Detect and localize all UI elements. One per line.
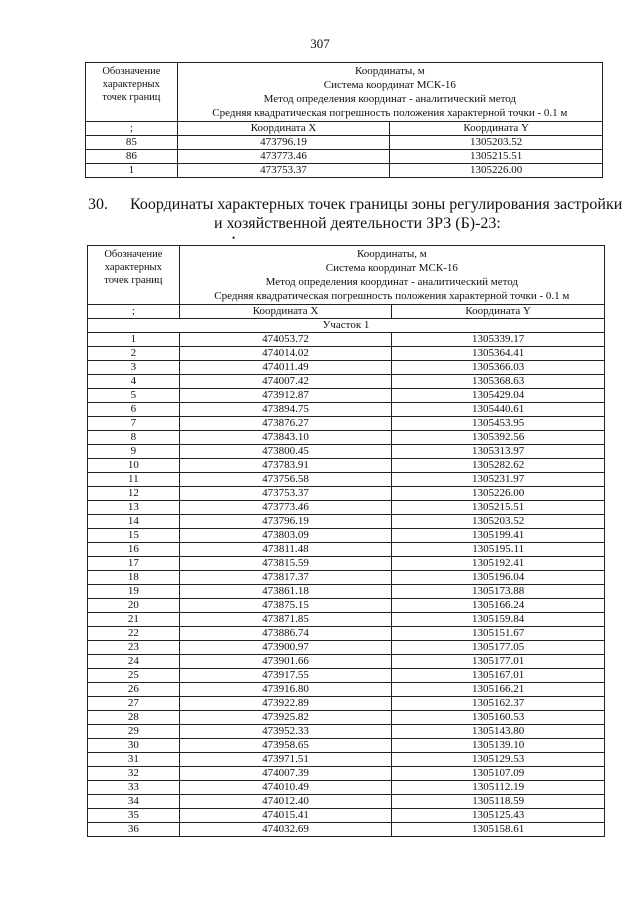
coord-x: 473796.19 [177, 136, 390, 150]
coord-x: 473861.18 [179, 585, 392, 599]
coord-y: 1305166.21 [392, 683, 605, 697]
coord-y: 1305440.61 [392, 403, 605, 417]
coord-x: 473875.15 [179, 599, 392, 613]
point-number: 2 [88, 347, 180, 361]
coord-x: 474007.42 [179, 375, 392, 389]
col-y-header: Координата Y [390, 122, 603, 136]
point-number: 6 [88, 403, 180, 417]
coord-y: 1305129.53 [392, 753, 605, 767]
coord-y: 1305282.62 [392, 459, 605, 473]
label-line: точек границ [102, 92, 161, 103]
coord-y: 1305313.97 [392, 445, 605, 459]
info-line: Система координат МСК-16 [323, 79, 456, 91]
coord-x: 473753.37 [177, 164, 390, 178]
coord-x: 474053.72 [179, 333, 392, 347]
table-row [88, 571, 605, 585]
coord-y: 1305215.51 [392, 501, 605, 515]
coord-x: 473796.19 [179, 515, 392, 529]
coord-x: 473958.65 [179, 739, 392, 753]
coord-y: 1305159.84 [392, 613, 605, 627]
point-number: 20 [88, 599, 180, 613]
point-number: 13 [88, 501, 180, 515]
coord-y: 1305158.61 [392, 823, 605, 837]
coord-y: 1305151.67 [392, 627, 605, 641]
point-number: 4 [88, 375, 180, 389]
point-number: 3 [88, 361, 180, 375]
info-line: Координаты, м [356, 248, 427, 260]
table-row [88, 361, 605, 375]
coord-y: 1305196.04 [392, 571, 605, 585]
section-title-line1: Координаты характерных точек границы зоны регулирования застройки [130, 196, 623, 213]
table-row [88, 417, 605, 431]
coord-x: 473894.75 [179, 403, 392, 417]
label-line: Обозначение [104, 249, 163, 260]
coord-x: 474014.02 [179, 347, 392, 361]
coord-x: 473753.37 [179, 487, 392, 501]
coord-x: 473901.66 [179, 655, 392, 669]
table-row [88, 627, 605, 641]
table-row [88, 809, 605, 823]
coord-y: 1305429.04 [392, 389, 605, 403]
table-row [88, 823, 605, 837]
point-number: 33 [88, 781, 180, 795]
coord-y: 1305231.97 [392, 473, 605, 487]
coord-x: 473922.89 [179, 697, 392, 711]
point-number: 29 [88, 725, 180, 739]
coord-x: 473815.59 [179, 557, 392, 571]
coord-x: 473886.74 [179, 627, 392, 641]
label-line: точек границ [104, 275, 163, 286]
coord-x: 473971.51 [179, 753, 392, 767]
col-x-header: Координата X [179, 305, 392, 319]
coord-y: 1305203.52 [392, 515, 605, 529]
table-row [88, 781, 605, 795]
point-number: 31 [88, 753, 180, 767]
point-number: 21 [88, 613, 180, 627]
coord-x: 473843.10 [179, 431, 392, 445]
table-row [88, 389, 605, 403]
coord-y: 1305118.59 [392, 795, 605, 809]
coord-x: 473773.46 [179, 501, 392, 515]
coord-x: 473756.58 [179, 473, 392, 487]
table-row [88, 403, 605, 417]
table-header-row [88, 246, 605, 305]
coord-y: 1305226.00 [392, 487, 605, 501]
table-row [88, 459, 605, 473]
table-row [88, 711, 605, 725]
coord-y: 1305162.37 [392, 697, 605, 711]
point-number: 23 [88, 641, 180, 655]
col-x-header: Координата X [177, 122, 390, 136]
table-row [88, 795, 605, 809]
section-number: 30. [88, 196, 108, 213]
point-number: 36 [88, 823, 180, 837]
table-row [88, 669, 605, 683]
point-number: 25 [88, 669, 180, 683]
area-row [88, 319, 605, 333]
point-number: 1 [86, 164, 178, 178]
coord-x: 474012.40 [179, 795, 392, 809]
table-row [88, 347, 605, 361]
label-line: характерных [104, 262, 162, 273]
table-row [88, 445, 605, 459]
point-number: 35 [88, 809, 180, 823]
col-point-header: ; [88, 305, 180, 319]
coord-x: 474007.39 [179, 767, 392, 781]
point-number: 27 [88, 697, 180, 711]
info-line: Средняя квадратическая погрешность положения характерной точки - 0.1 м [212, 107, 568, 119]
coord-y: 1305160.53 [392, 711, 605, 725]
table-row [88, 739, 605, 753]
point-number: 85 [86, 136, 178, 150]
coord-x: 473952.33 [179, 725, 392, 739]
table-row [88, 515, 605, 529]
coordinates-table-main [87, 245, 605, 837]
coord-x: 473800.45 [179, 445, 392, 459]
coord-x: 473900.97 [179, 641, 392, 655]
coord-y: 1305215.51 [390, 150, 603, 164]
point-number: 24 [88, 655, 180, 669]
point-number: 30 [88, 739, 180, 753]
col-point-header: ; [86, 122, 178, 136]
label-line: характерных [102, 79, 160, 90]
coord-y: 1305339.17 [392, 333, 605, 347]
table-row [88, 753, 605, 767]
coord-x: 473811.48 [179, 543, 392, 557]
point-number: 34 [88, 795, 180, 809]
point-number: 86 [86, 150, 178, 164]
table-row [88, 585, 605, 599]
coord-y: 1305143.80 [392, 725, 605, 739]
info-line: Метод определения координат - аналитический метод [265, 276, 519, 288]
coord-x: 473916.80 [179, 683, 392, 697]
coord-y: 1305453.95 [392, 417, 605, 431]
info-line: Средняя квадратическая погрешность положения характерной точки - 0.1 м [214, 290, 570, 302]
coord-y: 1305112.19 [392, 781, 605, 795]
table-row [88, 333, 605, 347]
coord-y: 1305392.56 [392, 431, 605, 445]
point-number: 8 [88, 431, 180, 445]
coord-x: 474015.41 [179, 809, 392, 823]
table-row [88, 473, 605, 487]
point-label-header [86, 63, 178, 122]
coord-y: 1305107.09 [392, 767, 605, 781]
point-number: 9 [88, 445, 180, 459]
coord-y: 1305203.52 [390, 136, 603, 150]
coord-y: 1305125.43 [392, 809, 605, 823]
table-row [86, 164, 603, 178]
point-number: 14 [88, 515, 180, 529]
table-row [86, 150, 603, 164]
table-row [88, 641, 605, 655]
table-row [86, 136, 603, 150]
coordinates-table-top [85, 62, 603, 178]
coord-y: 1305177.01 [392, 655, 605, 669]
info-line: Метод определения координат - аналитический метод [263, 93, 517, 105]
coord-y: 1305364.41 [392, 347, 605, 361]
info-line: Координаты, м [354, 65, 425, 77]
table-row [88, 543, 605, 557]
point-number: 7 [88, 417, 180, 431]
coord-x: 473803.09 [179, 529, 392, 543]
column-header-row [86, 122, 603, 136]
coord-x: 474032.69 [179, 823, 392, 837]
info-line: Система координат МСК-16 [325, 262, 458, 274]
coord-y: 1305167.01 [392, 669, 605, 683]
coord-x: 473871.85 [179, 613, 392, 627]
coord-x: 473917.55 [179, 669, 392, 683]
section-title-line2: и хозяйственной деятельности ЗРЗ (Б)-23: [214, 215, 501, 232]
coord-y: 1305366.03 [392, 361, 605, 375]
point-number: 16 [88, 543, 180, 557]
table-row [88, 655, 605, 669]
point-number: 28 [88, 711, 180, 725]
coord-x: 473783.91 [179, 459, 392, 473]
point-number: 12 [88, 487, 180, 501]
point-number: 22 [88, 627, 180, 641]
coord-y: 1305166.24 [392, 599, 605, 613]
coord-y: 1305173.88 [392, 585, 605, 599]
coord-y: 1305368.63 [392, 375, 605, 389]
table-row [88, 529, 605, 543]
scan-dot: • [232, 233, 236, 243]
coord-y: 1305192.41 [392, 557, 605, 571]
coord-y: 1305139.10 [392, 739, 605, 753]
coord-y: 1305177.05 [392, 641, 605, 655]
point-number: 1 [88, 333, 180, 347]
col-y-header: Координата Y [392, 305, 605, 319]
table-row [88, 375, 605, 389]
point-number: 5 [88, 389, 180, 403]
column-header-row [88, 305, 605, 319]
coord-x: 473925.82 [179, 711, 392, 725]
coord-x: 474011.49 [179, 361, 392, 375]
table-row [88, 599, 605, 613]
point-number: 10 [88, 459, 180, 473]
coordinate-system-header [179, 246, 604, 305]
table-row [88, 613, 605, 627]
point-label-header [88, 246, 180, 305]
point-number: 11 [88, 473, 180, 487]
coord-x: 474010.49 [179, 781, 392, 795]
point-number: 18 [88, 571, 180, 585]
area-label: Участок 1 [88, 319, 605, 333]
table-header-row [86, 63, 603, 122]
table-row [88, 697, 605, 711]
label-line: Обозначение [102, 66, 161, 77]
coord-x: 473912.87 [179, 389, 392, 403]
page-number: 307 [310, 36, 330, 51]
table-row [88, 501, 605, 515]
coord-y: 1305199.41 [392, 529, 605, 543]
coord-x: 473876.27 [179, 417, 392, 431]
point-number: 15 [88, 529, 180, 543]
coord-y: 1305226.00 [390, 164, 603, 178]
coord-y: 1305195.11 [392, 543, 605, 557]
point-number: 19 [88, 585, 180, 599]
table-row [88, 767, 605, 781]
table-row [88, 683, 605, 697]
table-row [88, 725, 605, 739]
coord-x: 473773.46 [177, 150, 390, 164]
table-row [88, 487, 605, 501]
point-number: 32 [88, 767, 180, 781]
point-number: 26 [88, 683, 180, 697]
coord-x: 473817.37 [179, 571, 392, 585]
point-number: 17 [88, 557, 180, 571]
table-row [88, 431, 605, 445]
coordinate-system-header [177, 63, 602, 122]
table-row [88, 557, 605, 571]
